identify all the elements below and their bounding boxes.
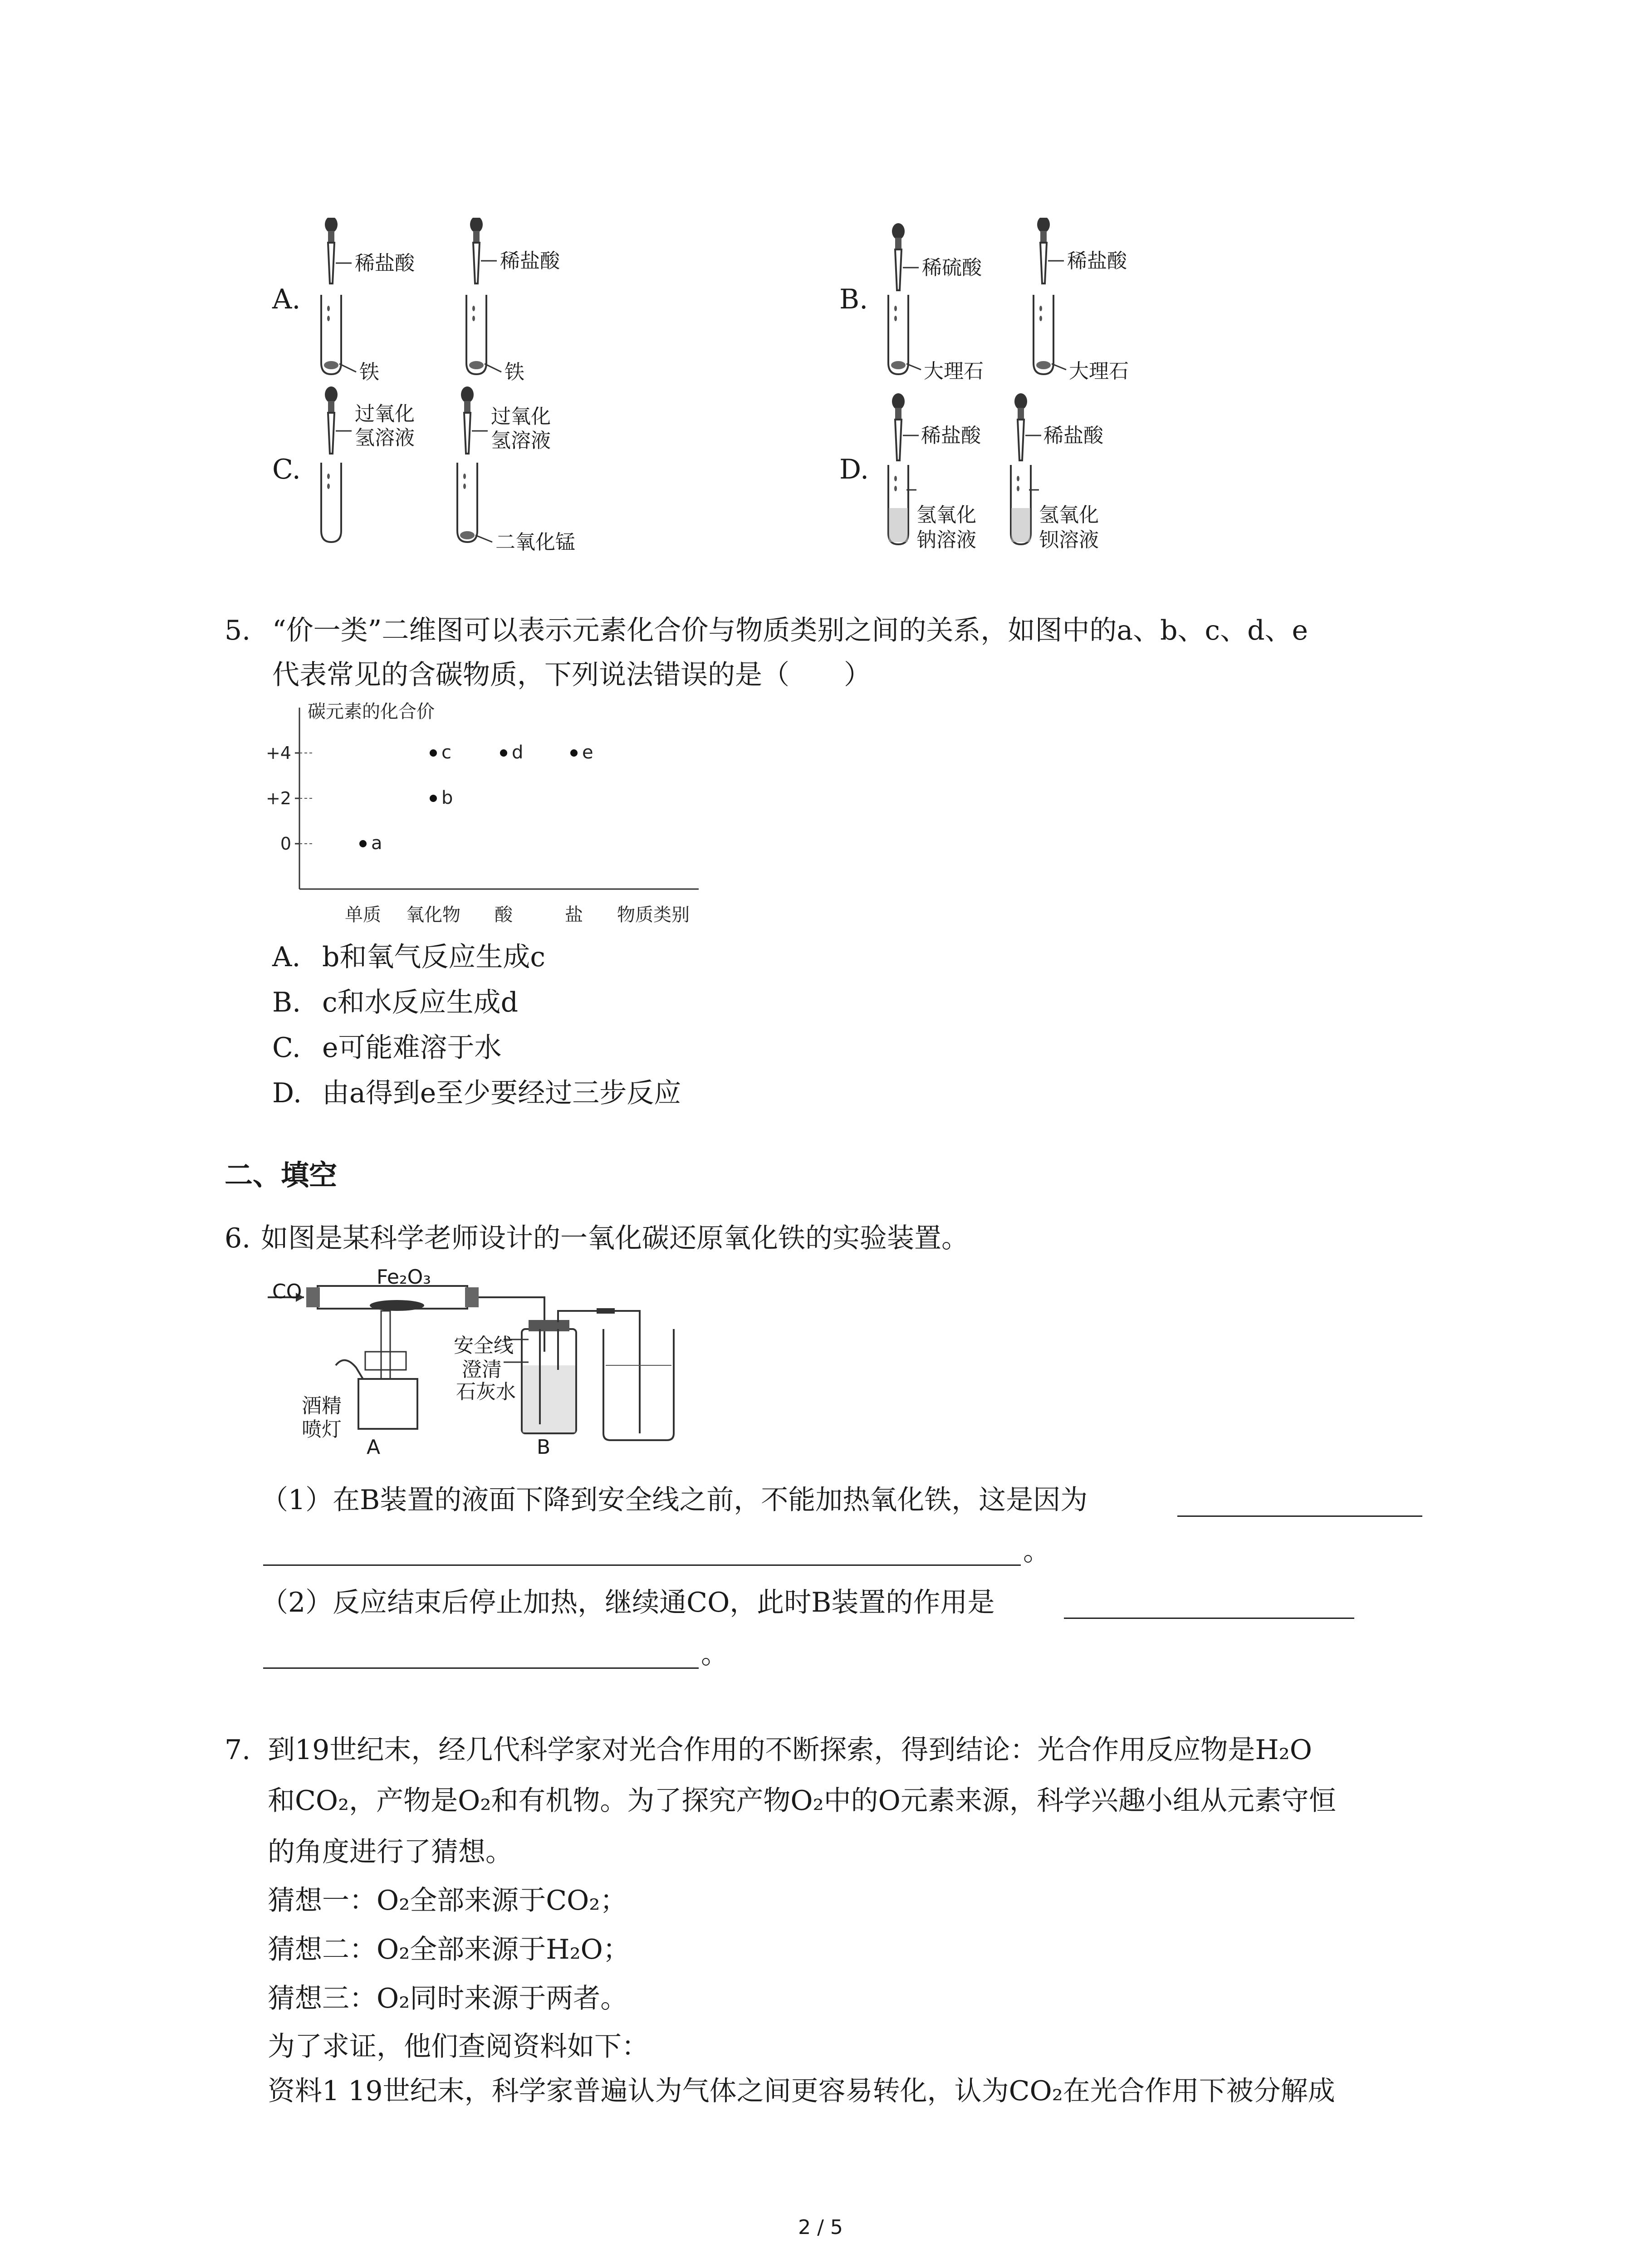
x-axis-title: 物质类别 — [617, 904, 690, 925]
label: 稀盐酸 — [921, 424, 981, 447]
valence-class-chart — [254, 699, 753, 925]
label: 稀盐酸 — [1067, 249, 1127, 273]
y-tick-label: +2 — [265, 788, 291, 808]
x-tick-label: 酸 — [495, 904, 513, 925]
section-title: 二、填空 — [225, 1158, 338, 1192]
q7-guess3: 猜想三：O₂同时来源于两者。 — [268, 1983, 628, 2014]
q7-line3: 的角度进行了猜想。 — [268, 1836, 513, 1868]
q7-guess2: 猜想二：O₂全部来源于H₂O； — [268, 1934, 630, 1965]
q5-option-letter: D. — [272, 1077, 302, 1109]
option-c-letter: C. — [272, 454, 301, 485]
label: 氢氧化 — [916, 503, 976, 527]
data-point-label: b — [441, 787, 453, 808]
data-point-d — [500, 749, 507, 757]
q5-option-text: e可能难溶于水 — [322, 1032, 502, 1064]
q5-number: 5. — [225, 615, 251, 646]
q7-line2: 和CO₂，产物是O₂和有机物。为了探究产物O₂中的O元素来源，科学兴趣小组从元素守恒 — [268, 1785, 1336, 1817]
answer-blank-1b[interactable] — [263, 1564, 1021, 1566]
q5-option-letter: A. — [272, 941, 301, 973]
y-tick-label: +4 — [265, 743, 291, 763]
x-tick-label: 单质 — [345, 904, 381, 925]
option-d-letter: D. — [839, 454, 869, 485]
apparatus-b-label: B — [537, 1436, 551, 1459]
y-axis-title: 碳元素的化合价 — [308, 701, 435, 722]
label: 稀盐酸 — [355, 252, 415, 275]
data-point-b — [430, 795, 437, 802]
label: 钠溶液 — [916, 528, 976, 552]
q5-option-text: c和水反应生成d — [322, 987, 519, 1018]
data-point-label: e — [582, 742, 593, 763]
label: 二氧化锰 — [495, 531, 575, 554]
label: 钡溶液 — [1039, 528, 1099, 552]
q6-sub1-end: 。 — [1023, 1535, 1050, 1567]
label: 氢氧化 — [1039, 503, 1099, 527]
data-point-label: a — [371, 833, 382, 854]
data-point-e — [570, 749, 578, 757]
q5-option-text: 由a得到e至少要经过三步反应 — [322, 1077, 681, 1109]
safety-line-label: 安全线 — [454, 1334, 514, 1357]
option-a-apparatus — [321, 218, 501, 374]
q6-number: 6. — [225, 1222, 251, 1254]
label: 稀盐酸 — [1043, 424, 1103, 447]
fe2o3-label: Fe₂O₃ — [377, 1266, 431, 1289]
q7-line7: 为了求证，他们查阅资料如下： — [268, 2031, 649, 2063]
label: 过氧化 — [491, 405, 551, 428]
q7-line1: 到19世纪末，经几代科学家对光合作用的不断探索，得到结论：光合作用反应物是H₂O — [268, 1734, 1312, 1766]
q5-option-text: b和氧气反应生成c — [322, 941, 546, 973]
limewater-label-2: 石灰水 — [456, 1380, 516, 1403]
label: 铁 — [505, 361, 524, 384]
label: 稀硫酸 — [922, 256, 982, 279]
x-tick-label: 盐 — [565, 904, 583, 925]
q5-option-letter: C. — [272, 1032, 301, 1064]
answer-blank-2a[interactable] — [1064, 1617, 1354, 1619]
q6-sub2-end: 。 — [701, 1638, 728, 1670]
data-point-c — [430, 749, 437, 757]
y-tick-label: 0 — [280, 834, 291, 854]
lamp-label-1: 酒精 — [302, 1394, 342, 1418]
apparatus-a-label: A — [367, 1436, 381, 1459]
label: 过氧化 — [355, 402, 415, 425]
data-point-a — [359, 840, 367, 847]
q6-sub2: （2）反应结束后停止加热，继续通CO，此时B装置的作用是 — [261, 1587, 995, 1618]
option-b-apparatus — [888, 218, 1066, 374]
answer-blank-2b[interactable] — [263, 1667, 699, 1669]
option-b-letter: B. — [839, 284, 868, 315]
label: 铁 — [359, 361, 379, 384]
q6-stem: 如图是某科学老师设计的一氧化碳还原氧化铁的实验装置。 — [261, 1222, 969, 1254]
label: 大理石 — [1069, 360, 1129, 383]
label: 稀盐酸 — [500, 249, 560, 273]
label: 氢溶液 — [355, 426, 415, 450]
q7-line8: 资料1 19世纪末，科学家普遍认为气体之间更容易转化，认为CO₂在光合作用下被分解成 — [268, 2075, 1335, 2107]
co-label: CO — [272, 1280, 302, 1303]
q5-option-letter: B. — [272, 987, 301, 1018]
option-a-letter: A. — [272, 284, 301, 315]
q5-stem-line1: “价一类”二维图可以表示元素化合价与物质类别之间的关系，如图中的a、b、c、d、e — [272, 615, 1308, 646]
q7-guess1: 猜想一：O₂全部来源于CO₂； — [268, 1885, 627, 1916]
limewater-label-1: 澄清 — [462, 1358, 502, 1381]
x-tick-label: 氧化物 — [406, 904, 460, 925]
q7-number: 7. — [225, 1734, 251, 1766]
answer-blank-1a[interactable] — [1177, 1515, 1422, 1517]
data-point-label: d — [512, 742, 524, 763]
data-point-label: c — [441, 742, 451, 763]
q5-stem-line2: 代表常见的含碳物质，下列说法错误的是（ ） — [272, 659, 871, 691]
label: 大理石 — [924, 360, 984, 383]
q6-sub1: （1）在B装置的液面下降到安全线之前，不能加热氧化铁，这是因为 — [261, 1484, 1088, 1516]
lamp-label-2: 喷灯 — [302, 1418, 342, 1441]
page-number: 2 / 5 — [798, 2216, 843, 2239]
label: 氢溶液 — [491, 429, 551, 452]
